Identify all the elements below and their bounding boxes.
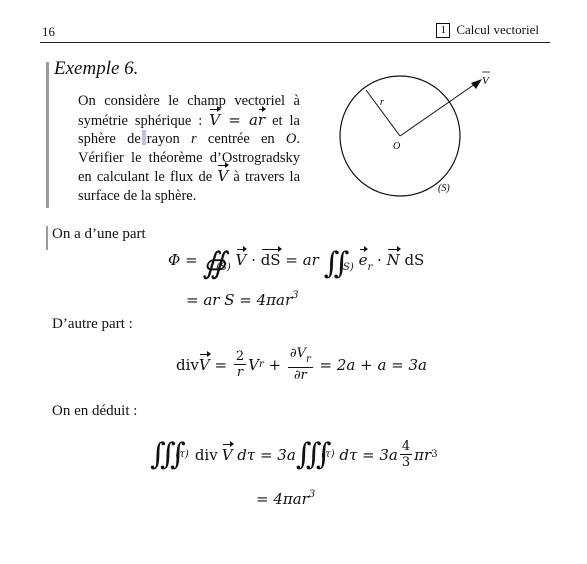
pi-r: πr: [414, 445, 432, 464]
volume-sub-2: (τ): [321, 449, 335, 460]
example-text-2: et la sphère de: [78, 112, 300, 147]
flux-result-exp: 3: [292, 290, 299, 301]
partial-fraction: [288, 346, 313, 383]
volume-sub-1: (τ): [175, 449, 189, 460]
frac2-num-sub: r: [305, 354, 311, 365]
example-side-bar: [46, 62, 49, 208]
chapter-title: Calcul vectoriel: [456, 22, 539, 37]
field-equation: = a: [220, 110, 258, 129]
paragraph-3: On en déduit :: [52, 403, 138, 419]
flux-lhs: Φ =: [168, 251, 198, 269]
paragraph-side-bar: [46, 226, 48, 250]
frac43-den: 3: [401, 455, 411, 470]
figure-label-s: (S): [438, 183, 450, 194]
chapter-header: [436, 22, 539, 38]
page-number: 16: [42, 24, 55, 39]
int-V-vec: V: [221, 445, 233, 464]
flux-result: [186, 290, 299, 309]
int-dtau-2: dτ = 3a: [334, 445, 398, 464]
fraction-4-3: [400, 439, 412, 470]
surface-integral-2: ∬: [323, 246, 340, 281]
dS-end: dS: [399, 251, 425, 269]
er-sub: r: [367, 262, 373, 273]
frac43-num: 4: [401, 439, 411, 454]
N-vec: N: [386, 251, 400, 269]
example-title: Exemple 6.: [54, 58, 139, 79]
div-V-vec: V: [198, 355, 210, 374]
dot-operator-2: ·: [372, 251, 387, 269]
figure-label-o: O: [393, 141, 401, 152]
example-text-5: . Vérifier le théorème d’Ostrogradsky en calculant le flux de: [78, 131, 301, 185]
flux-result-text: = ar S = 4πar: [186, 291, 293, 309]
int-div-label: div: [194, 445, 218, 464]
frac1-num: 2: [235, 349, 245, 364]
paragraph-2: D’autre part :: [52, 316, 133, 332]
pi-r-exp: 3: [431, 449, 438, 460]
final-result-exp: 3: [308, 489, 316, 500]
triple-integral-1: ∭: [150, 437, 176, 472]
integral-sub-1: (S): [216, 262, 231, 273]
figure-label-r: r: [380, 97, 384, 108]
Vr-sub: r: [258, 359, 264, 370]
integral-sub-2: (S): [339, 262, 354, 273]
er-vec: e: [358, 251, 368, 269]
vector-line: [400, 84, 475, 136]
volume-integral-equation: [150, 437, 438, 472]
flux-equation: [168, 246, 424, 281]
ar-factor: ar: [302, 251, 319, 269]
Vr-term: V: [248, 355, 259, 374]
flux-vector: V: [217, 167, 229, 185]
example-statement: [78, 92, 300, 205]
figure-label-v: V: [482, 75, 489, 87]
surface-integral-1: ∯: [202, 246, 217, 281]
dot-operator: ·: [246, 251, 261, 269]
div-label: div: [176, 355, 199, 374]
plus-sign: +: [263, 355, 286, 374]
position-vector: r: [257, 110, 266, 129]
flux-V-vec: V: [235, 251, 247, 269]
example-text-6: à travers la surface de la sphère.: [78, 169, 301, 204]
example-text-1: On considère le champ vectoriel à symétrie sphérique :: [78, 93, 300, 129]
radius-var: r: [191, 131, 197, 147]
equals-sign: =: [280, 251, 303, 269]
vector-arrowhead: [471, 79, 482, 89]
sphere-figure: [330, 62, 510, 202]
frac2-num: ∂V: [289, 346, 306, 361]
final-result: [256, 489, 315, 508]
div-result: = 2a + a = 3a: [314, 355, 427, 374]
text-cursor: [142, 130, 146, 145]
dS-vec: dS: [260, 251, 281, 269]
header-rule: [40, 42, 550, 43]
paragraph-1: On a d’une part: [52, 226, 146, 242]
frac2-den: ∂r: [293, 368, 307, 383]
final-result-text: = 4πar: [256, 490, 309, 508]
example-text-3: rayon: [146, 131, 180, 147]
example-text-4: centrée en: [207, 131, 275, 147]
fraction-2-over-r: [234, 349, 246, 380]
field-vector: V: [209, 110, 221, 129]
chapter-number-box: 1: [436, 23, 450, 38]
divergence-equation: [176, 346, 427, 383]
frac1-den: r: [236, 365, 244, 380]
center-point: O: [285, 131, 297, 147]
triple-integral-2: ∭: [295, 437, 322, 472]
div-equals: =: [209, 355, 232, 374]
int-dtau: dτ = 3a: [232, 445, 296, 464]
